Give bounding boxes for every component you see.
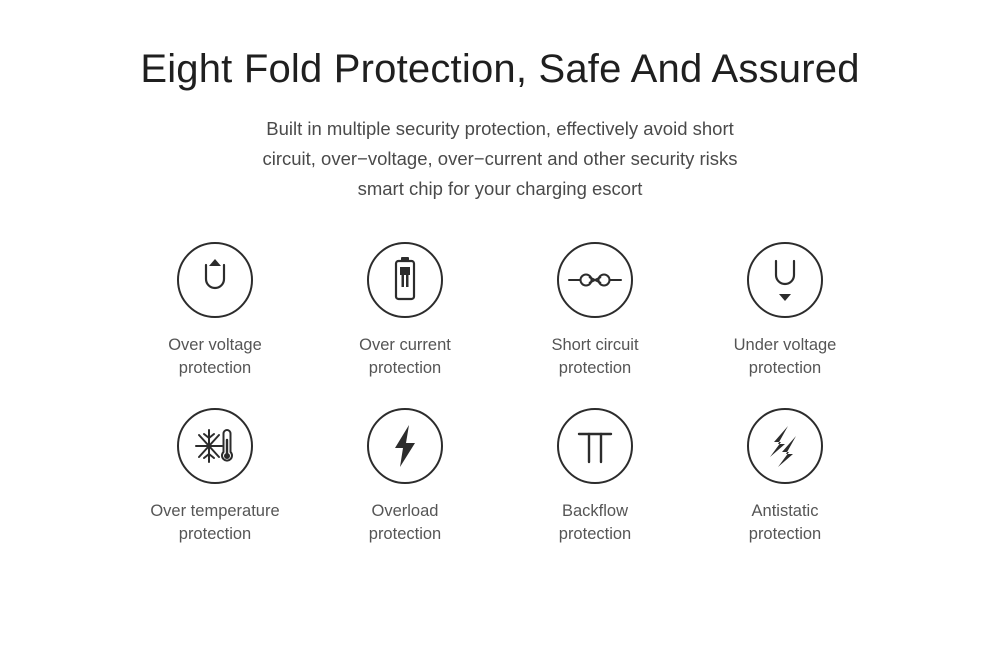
backflow-icon bbox=[573, 424, 617, 468]
icon-circle bbox=[747, 408, 823, 484]
page-subtitle bbox=[120, 114, 880, 204]
caption-line-1: Over voltage bbox=[168, 336, 262, 354]
caption-line-2: protection bbox=[368, 525, 442, 543]
under-voltage-icon bbox=[763, 257, 807, 303]
icon-circle bbox=[177, 408, 253, 484]
feature-grid bbox=[0, 242, 1000, 546]
caption-line-1: Short circuit bbox=[551, 336, 639, 354]
icon-circle bbox=[747, 242, 823, 318]
icon-circle bbox=[367, 408, 443, 484]
subtitle-line-1: Built in multiple security protection, effectively avoid short bbox=[266, 118, 734, 139]
icon-circle bbox=[367, 242, 443, 318]
over-current-battery-icon bbox=[388, 255, 422, 305]
caption-line-1: Over current bbox=[359, 336, 451, 354]
short-circuit-icon bbox=[567, 268, 623, 292]
feature-caption bbox=[120, 334, 310, 380]
feature-item bbox=[690, 408, 880, 546]
overload-bolt-icon bbox=[390, 423, 420, 469]
feature-item bbox=[690, 242, 880, 380]
feature-item bbox=[310, 408, 500, 546]
caption-line-1: Under voltage bbox=[733, 336, 837, 354]
icon-circle bbox=[557, 242, 633, 318]
feature-item bbox=[120, 242, 310, 380]
feature-caption bbox=[310, 500, 500, 546]
feature-item bbox=[120, 408, 310, 546]
icon-circle-wrap bbox=[500, 242, 690, 380]
caption-line-2: protection bbox=[748, 525, 822, 543]
feature-caption bbox=[500, 334, 690, 380]
feature-caption bbox=[500, 500, 690, 546]
caption-line-1: Backflow bbox=[561, 502, 629, 520]
feature-item bbox=[500, 408, 690, 546]
subtitle-line-3: smart chip for your charging escort bbox=[357, 178, 643, 199]
antistatic-icon bbox=[762, 423, 808, 469]
subtitle-line-2: circuit, over−voltage, over−current and other security risks bbox=[262, 148, 738, 169]
caption-line-2: protection bbox=[748, 359, 822, 377]
caption-line-2: protection bbox=[558, 525, 632, 543]
caption-line-1: Over temperature bbox=[150, 502, 280, 520]
feature-caption bbox=[120, 500, 310, 546]
over-temperature-icon bbox=[191, 422, 239, 470]
caption-line-1: Overload bbox=[371, 502, 439, 520]
caption-line-2: protection bbox=[368, 359, 442, 377]
feature-caption bbox=[690, 334, 880, 380]
caption-line-2: protection bbox=[178, 359, 252, 377]
feature-caption bbox=[690, 500, 880, 546]
icon-circle bbox=[557, 408, 633, 484]
over-voltage-icon bbox=[193, 257, 237, 303]
caption-line-2: protection bbox=[558, 359, 632, 377]
feature-item bbox=[310, 242, 500, 380]
feature-caption bbox=[310, 334, 500, 380]
page-title: Eight Fold Protection, Safe And Assured bbox=[140, 47, 860, 91]
caption-line-2: protection bbox=[178, 525, 252, 543]
caption-line-1: Antistatic bbox=[751, 502, 819, 520]
icon-circle bbox=[177, 242, 253, 318]
